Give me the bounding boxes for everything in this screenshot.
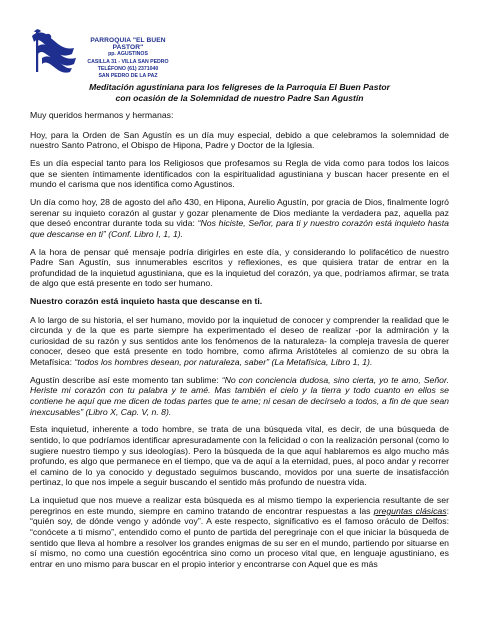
paragraph-text: : “quién soy, de dónde vengo y adónde voy”. A este respecto, significativo es el famoso oráculo de Delfos: “conócete a ti mismo”, entendido como el punto de partida del peregrinaje con el que iniciar la búsqueda de sentido que lleva al hombre a resolver los grandes enigmas de su ser en el mundo, partiendo por situarse en sí mismo, no como una cuestión egocéntrica sino como un proceso vital que, en lenguaje agustiniano, es entrar en uno mismo para buscar en el propio interior y encontrarse con Aquel que es más (30, 505, 450, 569)
paragraph (30, 495, 449, 569)
letterhead-line: pp. AGUSTINOS (108, 51, 148, 58)
paragraph: A la hora de pensar qué mensaje podría dirigirles en este día, y considerando lo polifacético de nuestro Padre San Agustín, sus innumerables escritos y reflexiones, es que quisiera tratar de entrar en la profundidad de la inquietud agustiniana, que es la inquietud del corazón, ya que, podríamos afirmar, se trata de algo que está presente en todo ser humano. (30, 246, 449, 289)
paragraph-text: Un día como hoy, 28 de agosto del año 430, en Hipona, Aurelio Agustín, por gracia de Dios, finalmente logró serenar su inquieto corazón al gustar y gozar plenamente de Dios mediante la verdadera paz, aquella paz que deseó encontrar durante toda su vida: (30, 196, 449, 229)
paragraph (30, 375, 449, 417)
quote: “todos los hombres desean, por naturaleza, saber” (La Metafísica, Libro 1, 1). (74, 357, 373, 368)
paragraph-text: A lo largo de su historia, el ser humano, movido por la inquietud de conocer y comprender la realidad que le circunda y de la que es parte siempre ha experimentado el deseo de realizar -por la admiración y la curiosidad de su razón y sus sentidos ante los fenómenos de la naturaleza- la compleja travesía de querer conocer, deseo que está presente en todo hombre, como afirma Aristóteles al comienzo de su obra la Metafísica: (30, 314, 449, 368)
title-line-1: Meditación agustiniana para los feligreses de la Parroquia El Buen Pastor (89, 82, 390, 92)
letterhead-line: TELÉFONO (61) 2371040 (97, 65, 159, 72)
underlined-phrase: preguntas clásicas (373, 505, 447, 516)
section-heading: Nuestro corazón está inquieto hasta que descanse en ti. (30, 296, 263, 307)
parish-letterhead (83, 37, 173, 80)
paragraph: Hoy, para la Orden de San Agustín es un día muy especial, debido a que celebramos la solemnidad de nuestro Santo Patrono, el Obispo de Hipona, Padre y Doctor de la Iglesia. (30, 129, 449, 151)
letterhead-line: SAN PEDRO DE LA PAZ (98, 73, 158, 80)
paragraph (30, 315, 449, 368)
parish-logo-icon (28, 28, 80, 74)
paragraph (30, 197, 449, 239)
quote: “No con conciencia dudosa, sino cierta, yo te amo, Señor. Heriste mi corazón con tu palabra y te amé. Mas también el cielo y la tierra y todo cuanto en ellos se contiene he aquí que me dicen de todas partes que te ame; ni cesan de decírselo a todos, a fin de que sean inexcusables” (Libro X, Cap. V, n. 8). (30, 374, 449, 417)
paragraph: Es un día especial tanto para los Religiosos que profesamos su Regla de vida como para todos los laicos que se sienten íntimamente identificados con la espiritualidad agustiniana y buscan hacer presente en el mundo el carisma que nos identifica como Agustinos. (30, 157, 449, 190)
parish-name: PARROQUIA "EL BUEN PASTOR" (90, 37, 166, 52)
letterhead-line: CASILLA 31 - VILLA SAN PEDRO (87, 58, 169, 65)
document-body (30, 110, 449, 576)
salutation: Muy queridos hermanos y hermanas: (30, 110, 174, 120)
title-line-2: con ocasión de la Solemnidad de nuestro Padre San Agustín (115, 92, 364, 103)
paragraph-text: Agustín describe así este momento tan sublime: (30, 374, 222, 385)
document-title (30, 82, 449, 103)
paragraph: Esta inquietud, inherente a todo hombre, se trata de una búsqueda vital, es decir, de una búsqueda de sentido, lo que podríamos identificar apresuradamente con la felicidad o con la realización personal (como lo sugiere nuestro tiempo y sus ideologías). Pero la búsqueda de la que aquí hablaremos es algo mucho más profundo, es algo que permanece en el tiempo, que va de aquí a la eternidad, pues, al poco andar y recorrer el camino de lo ya conocido y degustado seguimos buscando, movidos por una suerte de insatisfacción pertinaz, lo que nos impele a seguir buscando el sentido más profundo de nuestra vida. (30, 424, 449, 488)
quote: “Nos hiciste, Señor, para ti y nuestro corazón está inquieto hasta que descanse en ti” (Conf. Libro I, 1, 1). (30, 218, 449, 239)
paragraph-text: La inquietud que nos mueve a realizar esta búsqueda es al mismo tiempo la experiencia resultante de ser peregrinos en este mundo, siempre en camino tratando de encontrar respuestas a las (30, 495, 449, 516)
